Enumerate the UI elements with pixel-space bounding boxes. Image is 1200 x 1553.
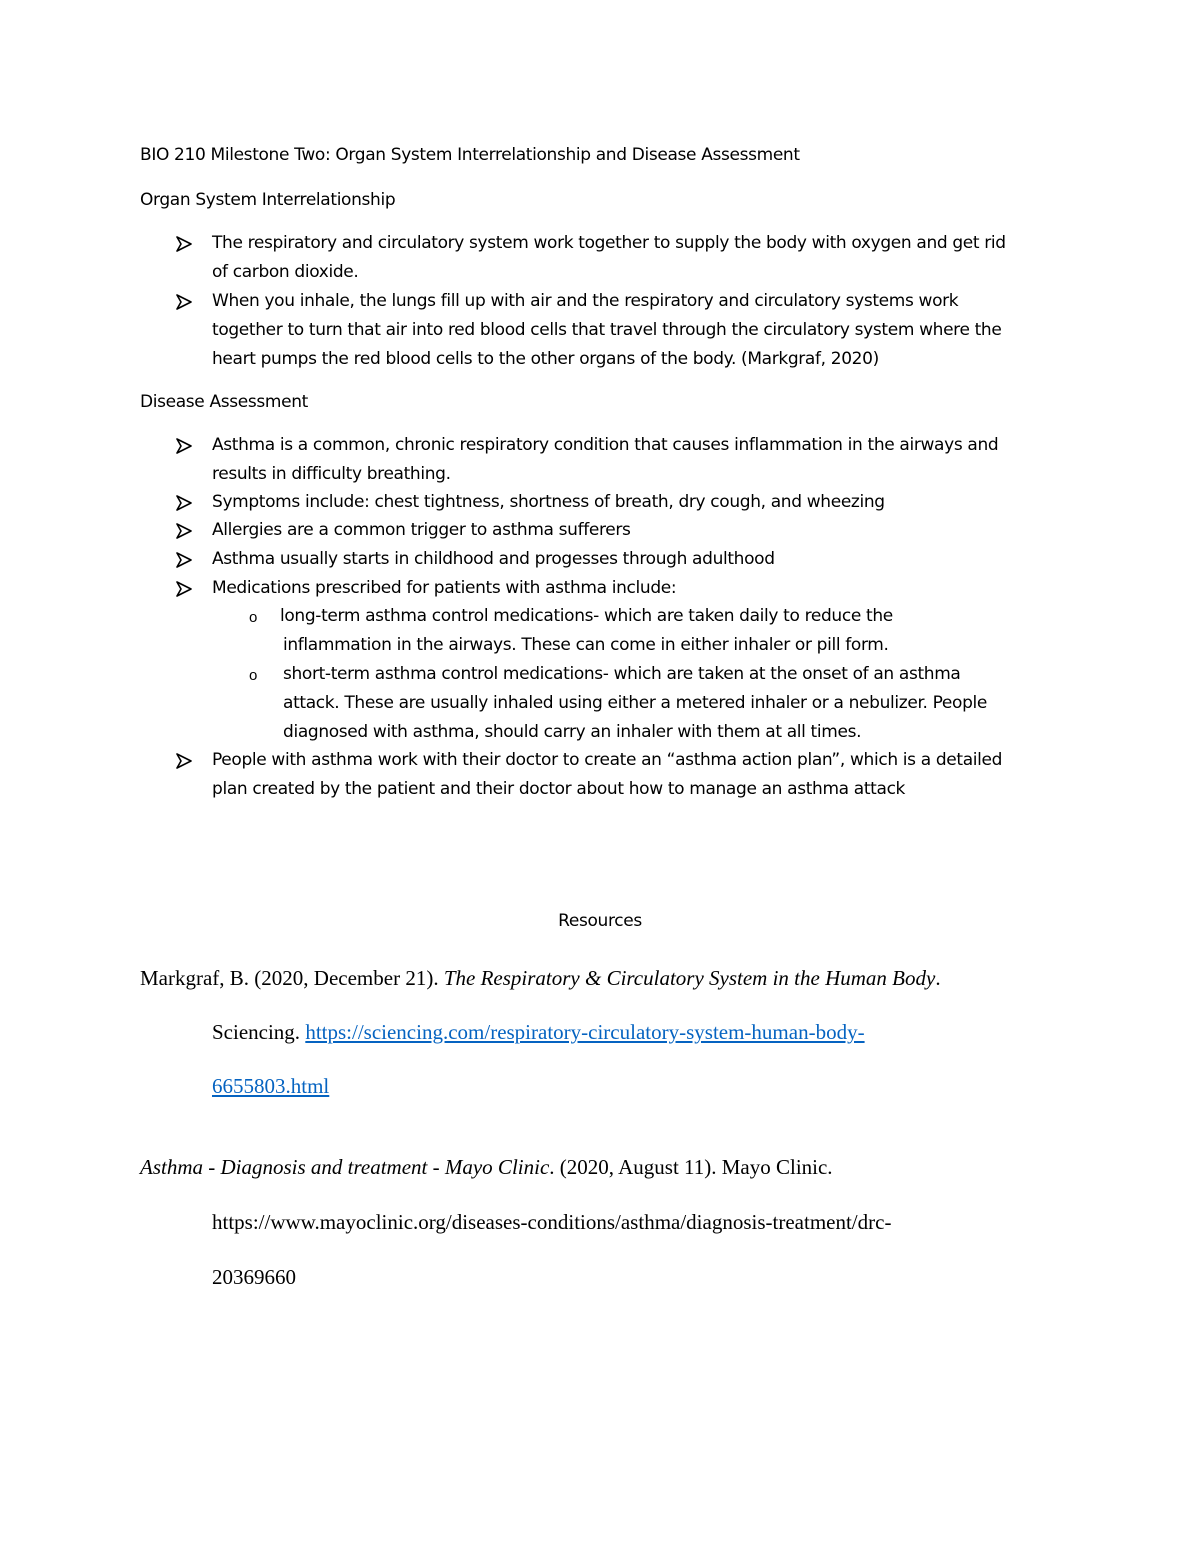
reference-1-url-link[interactable]: https://sciencing.com/respiratory-circulatory-system-human-body- (305, 1020, 865, 1044)
bullet-text: plan created by the patient and their doctor about how to manage an asthma attack (212, 779, 906, 799)
bullet-text: Symptoms include: chest tightness, shortness of breath, dry cough, and wheezing (212, 492, 885, 512)
arrowhead-bullet-icon (176, 522, 192, 540)
resources-heading: Resources (558, 911, 642, 931)
sub-bullet-text: attack. These are usually inhaled using either a metered inhaler or a nebulizer. People (283, 693, 988, 713)
reference-1-publisher: Sciencing. (212, 1020, 306, 1044)
bullet-text: Asthma is a common, chronic respiratory condition that causes inflammation in the airways and (212, 435, 999, 455)
sub-bullet-text: short-term asthma control medications- which are taken at the onset of an asthma (283, 664, 961, 684)
sub-bullet-marker: o (249, 667, 258, 684)
reference-1-title-end: . (935, 966, 941, 990)
sub-bullet-marker: o (249, 609, 258, 626)
sub-bullet-text: inflammation in the airways. These can come in either inhaler or pill form. (283, 635, 889, 655)
section-heading-disease-assessment: Disease Assessment (140, 392, 308, 412)
bullet-text: results in difficulty breathing. (212, 464, 451, 484)
section-heading-organ-system: Organ System Interrelationship (140, 190, 396, 210)
reference-1-line-2 (212, 1020, 865, 1045)
arrowhead-bullet-icon (176, 752, 192, 770)
reference-1-author-date: Markgraf, B. (2020, December 21). (140, 966, 444, 990)
arrowhead-bullet-icon (176, 235, 192, 253)
bullet-text: The respiratory and circulatory system work together to supply the body with oxygen and get rid (212, 233, 1006, 253)
document-title: BIO 210 Milestone Two: Organ System Interrelationship and Disease Assessment (140, 145, 800, 165)
bullet-text: People with asthma work with their doctor to create an “asthma action plan”, which is a detailed (212, 750, 1003, 770)
arrowhead-bullet-icon (176, 551, 192, 569)
bullet-text: of carbon dioxide. (212, 262, 359, 282)
reference-1-url-link-cont[interactable]: 6655803.html (212, 1074, 330, 1098)
reference-1-line-3 (212, 1074, 329, 1099)
sub-bullet-text: long-term asthma control medications- which are taken daily to reduce the (280, 606, 893, 626)
arrowhead-bullet-icon (176, 437, 192, 455)
bullet-text: Allergies are a common trigger to asthma sufferers (212, 520, 631, 540)
reference-1-line-1 (140, 966, 941, 991)
reference-2-url-cont: 20369660 (212, 1265, 296, 1289)
reference-2-title: Asthma - Diagnosis and treatment - Mayo Clinic (140, 1155, 550, 1179)
bullet-text: Medications prescribed for patients with asthma include: (212, 578, 677, 598)
bullet-text: heart pumps the red blood cells to the other organs of the body. (Markgraf, 2020) (212, 349, 879, 369)
bullet-text: together to turn that air into red blood cells that travel through the circulatory system where the (212, 320, 1002, 340)
reference-2-line-1 (140, 1155, 833, 1180)
arrowhead-bullet-icon (176, 293, 192, 311)
reference-2-url: https://www.mayoclinic.org/diseases-conditions/asthma/diagnosis-treatment/drc- (212, 1210, 892, 1234)
bullet-text: When you inhale, the lungs fill up with air and the respiratory and circulatory systems work (212, 291, 959, 311)
reference-1-title: The Respiratory & Circulatory System in the Human Body (443, 966, 936, 990)
reference-2-rest: . (2020, August 11). Mayo Clinic. (549, 1155, 833, 1179)
arrowhead-bullet-icon (176, 580, 192, 598)
bullet-text: Asthma usually starts in childhood and progesses through adulthood (212, 549, 775, 569)
sub-bullet-text: diagnosed with asthma, should carry an inhaler with them at all times. (283, 722, 862, 742)
arrowhead-bullet-icon (176, 494, 192, 512)
